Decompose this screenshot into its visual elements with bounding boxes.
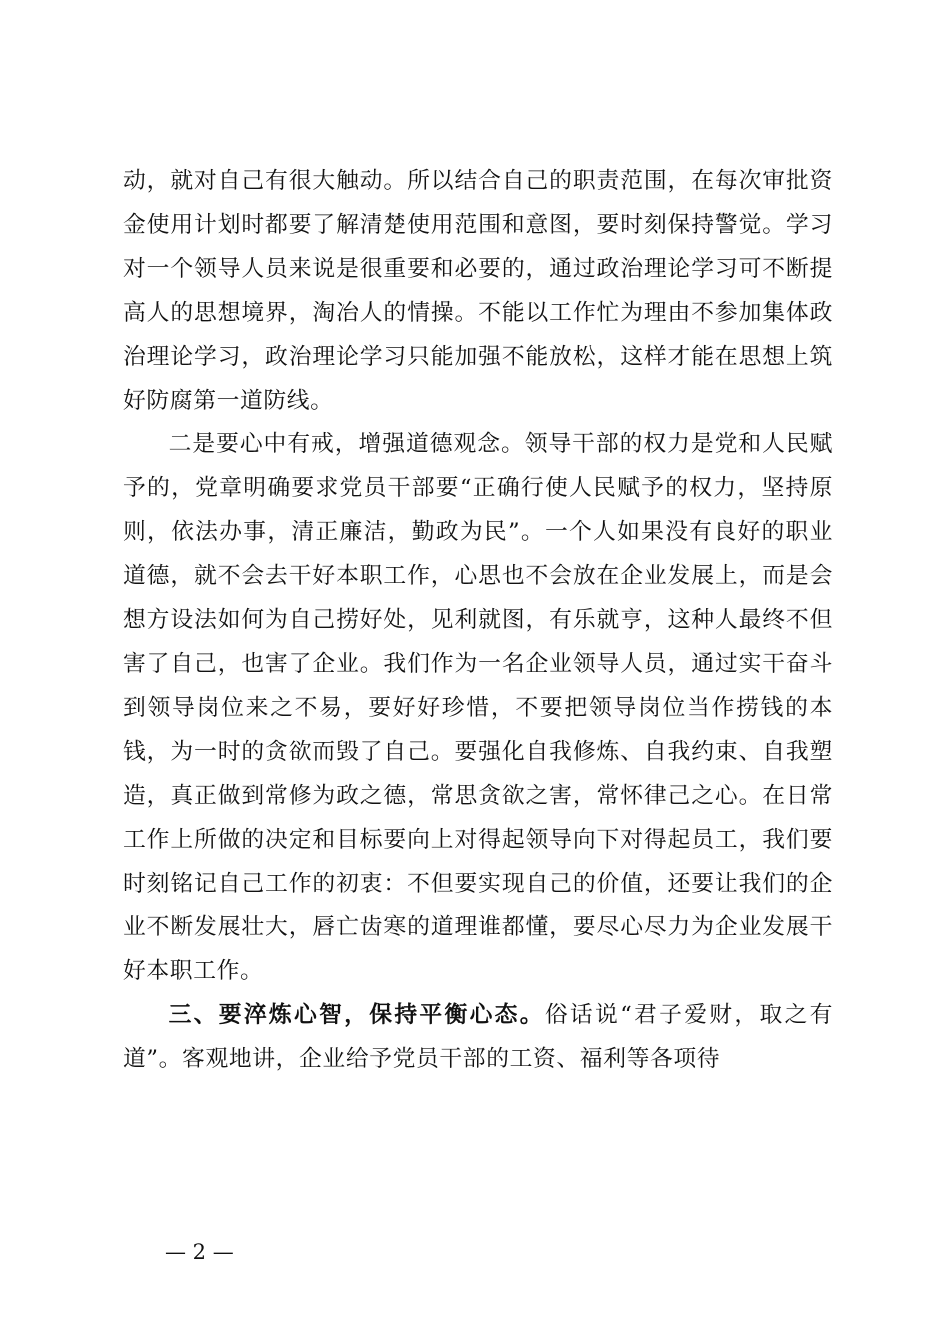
paragraph-moral-discipline <box>123 423 833 994</box>
paragraph-text: 二是要心中有戒，增强道德观念。领导干部的权力是党和人民赋予的，党章明确要求党员干部要“正确行使人民赋予的权力，坚持原则，依法办事，清正廉洁，勤政为民”。一个人如果没有良好的职业道德，就不会去干好本职工作，心思也不会放在企业发展上，而是会想方设法如何为自己捞好处，见利就图，有乐就亨，这种人最终不但害了自己，也害了企业。我们作为一名企业领导人员，通过实干奋斗到领导岗位来之不易，要好好珍惜，不要把领导岗位当作捞钱的本钱，为一时的贪欲而毁了自己。要强化自我修炼、自我约束、自我塑造，真正做到常修为政之德，常思贪欲之害，常怀律己之心。在日常工作上所做的决定和目标要向上对得起领导向下对得起员工，我们要时刻铭记自己工作的初衷：不但要实现自己的价值，还要让我们的企业不断发展壮大，唇亡齿寒的道理谁都懂，要尽心尽力为企业发展干好本职工作。 <box>123 431 833 985</box>
paragraph-text: 俗话说“君子爱财，取之有道”。客观地讲，企业给予党员干部的工资、福利等各项待 <box>123 1002 834 1073</box>
paragraph-text: 动，就对自己有很大触动。所以结合自己的职责范围，在每次审批资金使用计划时都要了解清楚使用范围和意图，要时刻保持警觉。学习对一个领导人员来说是很重要和必要的，通过政治理论学习可不断提高人的思想境界，淘冶人的情操。不能以工作忙为理由不参加集体政治理论学习，政治理论学习只能加强不能放松，这样才能在思想上筑好防腐第一道防线。 <box>123 168 833 414</box>
page-number: — 2 — <box>165 1240 234 1264</box>
document-body <box>123 160 833 1082</box>
paragraph-continuation <box>123 160 833 423</box>
paragraph-balanced-mindset <box>123 994 833 1082</box>
section-heading: 三、要淬炼心智，保持平衡心态。 <box>168 1002 545 1029</box>
